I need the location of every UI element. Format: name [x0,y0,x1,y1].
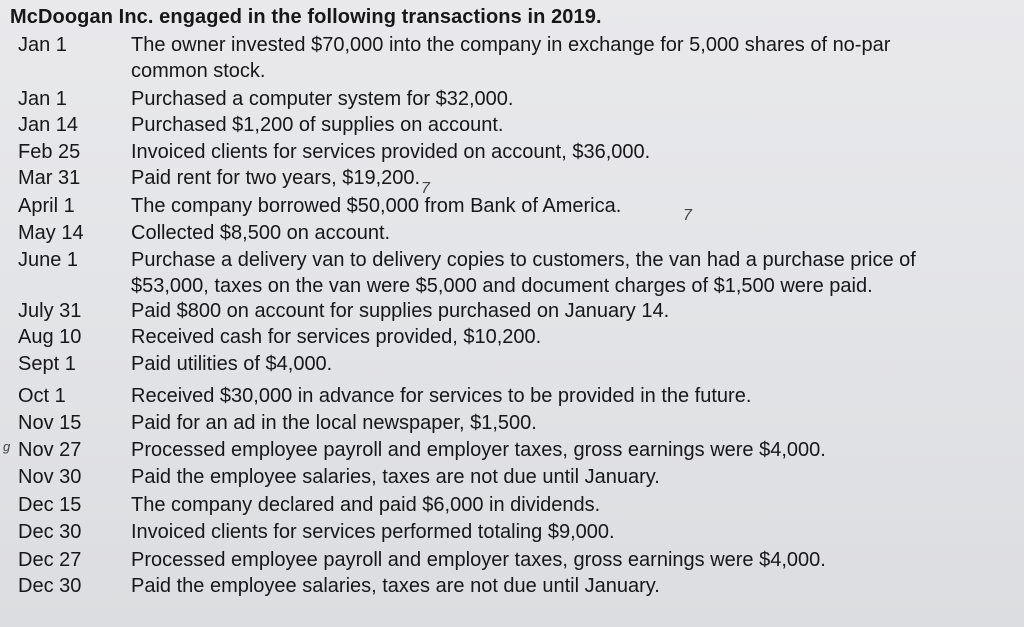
description-line: Purchased $1,200 of supplies on account. [131,114,504,136]
description-line: Invoiced clients for services provided on account, $36,000. [131,141,651,163]
transaction-date: Jan 1 [18,88,67,110]
transaction-date: Jan 14 [18,114,79,136]
page-title: McDoogan Inc. engaged in the following transactions in 2019. [10,6,602,28]
description-line: Paid rent for two years, $19,200. [131,167,421,189]
transaction-date: Nov 15 [18,412,82,434]
transaction-description [131,193,1016,219]
description-line: Collected $8,500 on account. [131,222,391,244]
description-line: common stock. [131,60,266,82]
transaction-date: Dec 30 [18,575,82,597]
handwritten-mark: 7 [683,207,692,224]
transaction-date: Dec 15 [18,494,82,516]
transaction-description [131,247,1016,299]
transaction-description [131,410,1016,436]
transaction-description [131,165,1016,191]
transaction-description [131,324,1016,350]
transaction-date: Aug 10 [18,326,82,348]
transaction-date: Dec 27 [18,549,82,571]
description-line: Received cash for services provided, $10,200. [131,326,542,348]
description-line: Processed employee payroll and employer taxes, gross earnings were $4,000. [131,439,826,461]
transaction-date: Nov 30 [18,466,82,488]
transaction-date: Feb 25 [18,141,81,163]
description-line: Invoiced clients for services performed totaling $9,000. [131,521,615,543]
description-line: Received $30,000 in advance for services to be provided in the future. [131,385,752,407]
handwritten-mark: g [3,439,11,454]
description-line: The owner invested $70,000 into the company in exchange for 5,000 shares of no-par [131,34,891,56]
description-line: Paid for an ad in the local newspaper, $1,500. [131,412,537,434]
transaction-description [131,220,1016,246]
description-line: The company declared and paid $6,000 in dividends. [131,494,601,516]
transaction-date: April 1 [18,195,75,217]
transaction-date: May 14 [18,222,84,244]
transaction-date: Dec 30 [18,521,82,543]
transaction-description [131,464,1016,490]
description-line: The company borrowed $50,000 from Bank of America. [131,195,622,217]
transaction-description [131,112,1016,138]
transaction-description [131,383,1016,409]
transaction-description [131,492,1016,518]
description-line: Paid the employee salaries, taxes are not due until January. [131,466,660,488]
transaction-date: Mar 31 [18,167,81,189]
description-line: Paid the employee salaries, taxes are not due until January. [131,575,660,597]
transaction-date: Oct 1 [18,385,66,407]
transaction-date: Sept 1 [18,353,76,375]
description-line: Paid $800 on account for supplies purchased on January 14. [131,300,670,322]
transaction-description [131,139,1016,165]
transaction-description [131,351,1016,377]
description-line: Paid utilities of $4,000. [131,353,333,375]
transaction-date: July 31 [18,300,82,322]
transaction-description [131,547,1016,573]
description-line: Purchase a delivery van to delivery copies to customers, the van had a purchase price of [131,249,916,271]
transaction-description [131,573,1016,599]
transaction-date: June 1 [18,249,79,271]
description-line: Purchased a computer system for $32,000. [131,88,514,110]
transaction-description [131,437,1016,463]
transaction-date: Nov 27 [18,439,82,461]
transaction-description [131,519,1016,545]
description-line: Processed employee payroll and employer taxes, gross earnings were $4,000. [131,549,826,571]
transaction-description [131,32,1016,84]
handwritten-mark: 7 [421,180,430,197]
description-line: $53,000, taxes on the van were $5,000 and document charges of $1,500 were paid. [131,275,873,297]
transaction-date: Jan 1 [18,34,67,56]
transaction-description [131,298,1016,324]
transaction-description [131,86,1016,112]
